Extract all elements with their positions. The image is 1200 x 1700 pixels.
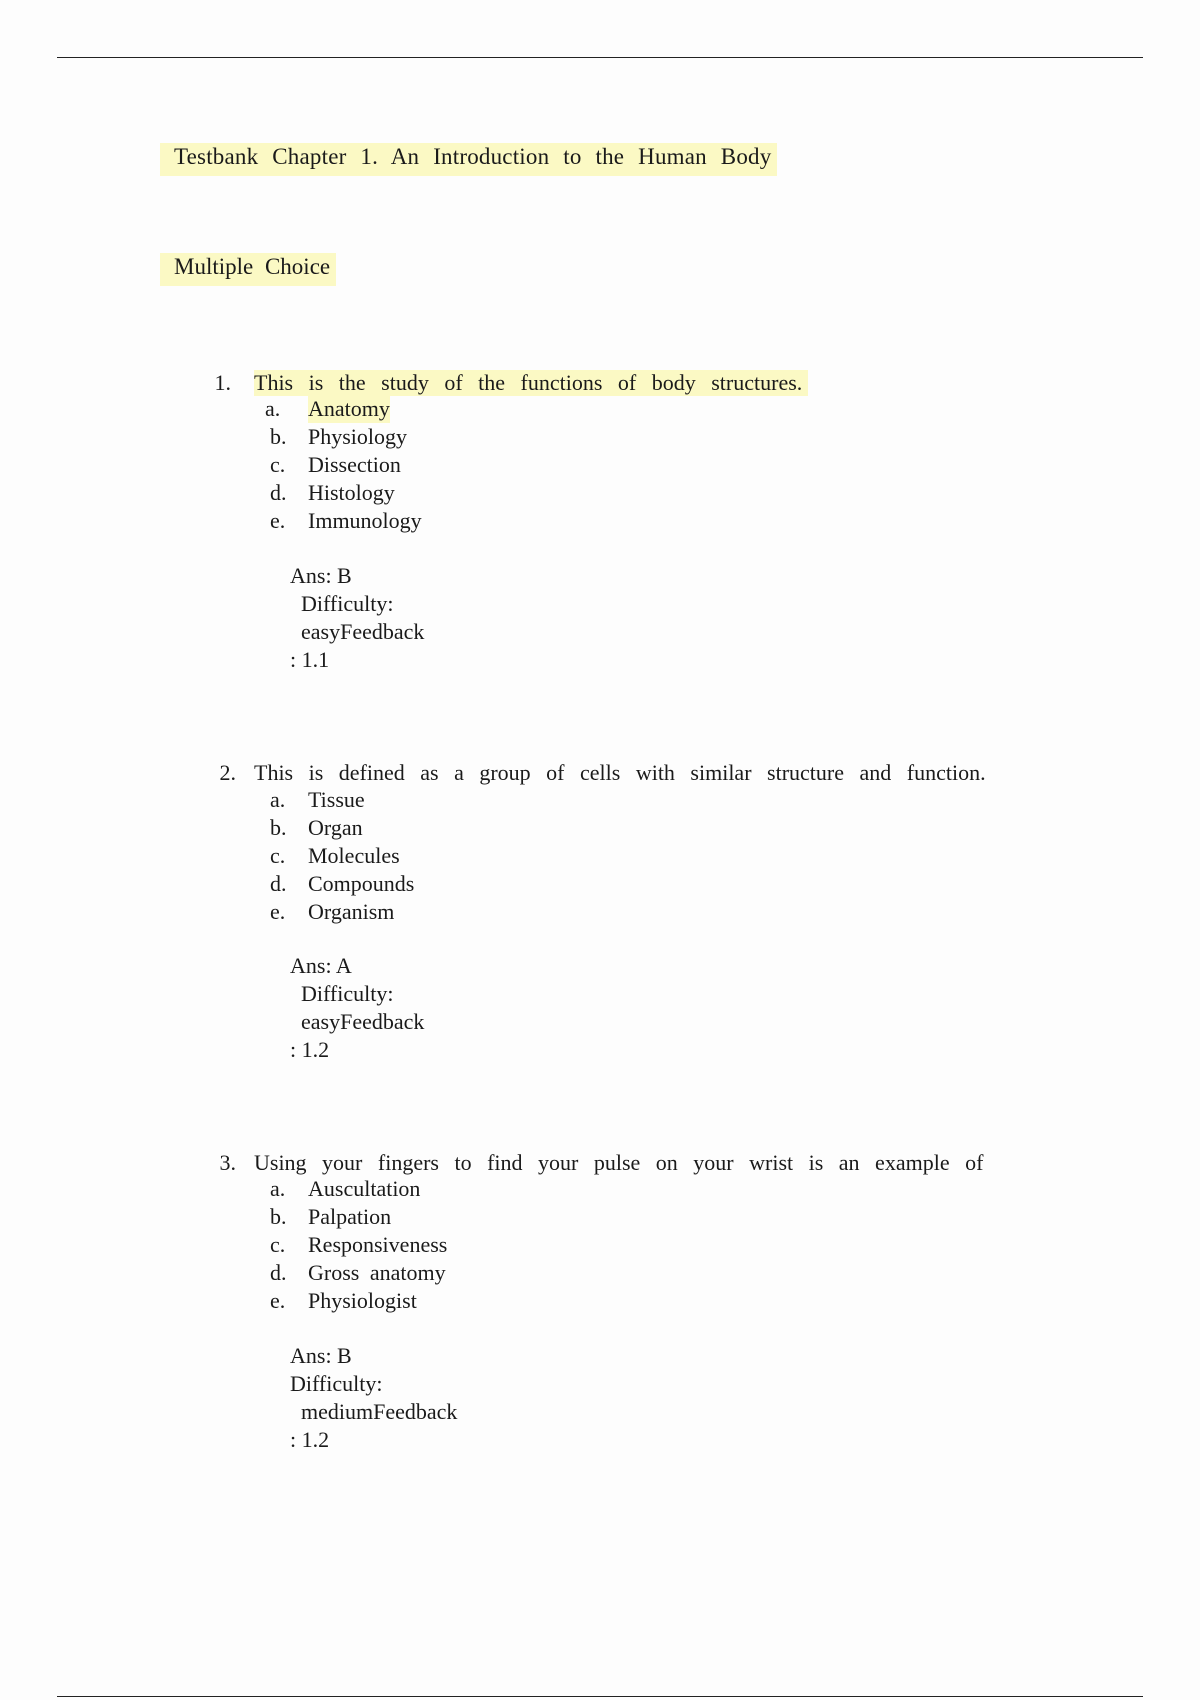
reference-line: : 1.2 [290, 1037, 330, 1062]
question-1-text: This is the study of the functions of body structures. [254, 370, 808, 396]
option-letter: c. [270, 843, 286, 868]
option-letter: a. [270, 1176, 286, 1201]
question-2-number: 2. [219, 760, 236, 785]
question-1-options [265, 395, 422, 535]
question-2-options [270, 786, 414, 926]
option-text: Compounds [308, 871, 415, 896]
question-3-text: Using your fingers to find your pulse on your wrist is an example of [254, 1150, 984, 1175]
option-text: Auscultation [308, 1176, 421, 1201]
answer-line: Ans: A [290, 953, 352, 978]
option [265, 395, 422, 423]
option-text: Tissue [308, 787, 365, 812]
option-letter: d. [270, 871, 287, 896]
option-letter: d. [270, 1260, 287, 1285]
question-3-answer-block [290, 1342, 457, 1454]
option-letter: c. [270, 1232, 286, 1257]
question-1-number: 1. [214, 370, 231, 395]
option-letter: d. [270, 480, 287, 505]
option-letter: e. [270, 1288, 286, 1313]
question-3-number: 3. [219, 1150, 236, 1175]
option-letter: b. [270, 1204, 287, 1229]
option-text: Organ [308, 815, 363, 840]
option-letter: a. [265, 396, 281, 421]
option-text: Immunology [308, 508, 422, 533]
option-text: Anatomy [308, 396, 390, 421]
option [270, 898, 414, 926]
option [270, 814, 414, 842]
option-text: Gross anatomy [308, 1260, 446, 1285]
option-letter: b. [270, 815, 287, 840]
question-2-answer-block [290, 952, 424, 1064]
answer-line: Ans: B [290, 1343, 352, 1368]
option [270, 870, 414, 898]
feedback-line: easyFeedback [301, 619, 425, 644]
question-3-options [270, 1175, 447, 1315]
option-text: Histology [308, 480, 395, 505]
feedback-line: mediumFeedback [301, 1399, 458, 1424]
option-text: Physiologist [308, 1288, 417, 1313]
option [270, 507, 422, 535]
reference-line: : 1.1 [290, 647, 330, 672]
bottom-rule [57, 1696, 1143, 1697]
option [270, 1203, 447, 1231]
option-letter: b. [270, 424, 287, 449]
option [270, 479, 422, 507]
option-letter: c. [270, 452, 286, 477]
option-text: Molecules [308, 843, 400, 868]
option-text: Physiology [308, 424, 408, 449]
option-letter: e. [270, 508, 286, 533]
difficulty-line: Difficulty: [290, 1371, 383, 1396]
option [270, 1259, 447, 1287]
option [270, 423, 422, 451]
option [270, 1287, 447, 1315]
difficulty-line: Difficulty: [301, 591, 394, 616]
option-letter: a. [270, 787, 286, 812]
option [270, 842, 414, 870]
option-text: Organism [308, 899, 395, 924]
option [270, 1175, 447, 1203]
option [270, 1231, 447, 1259]
option-text: Responsiveness [308, 1232, 448, 1257]
difficulty-line: Difficulty: [301, 981, 394, 1006]
option-text: Dissection [308, 452, 401, 477]
answer-line: Ans: B [290, 563, 352, 588]
feedback-line: easyFeedback [301, 1009, 425, 1034]
option-letter: e. [270, 899, 286, 924]
section-heading: Multiple Choice [160, 253, 336, 286]
top-rule [57, 57, 1143, 58]
option [270, 786, 414, 814]
document-title: Testbank Chapter 1. An Introduction to the Human Body [160, 143, 777, 176]
reference-line: : 1.2 [290, 1427, 330, 1452]
question-2-text: This is defined as a group of cells with similar structure and function. [254, 760, 986, 785]
option [270, 451, 422, 479]
question-1-answer-block [290, 562, 424, 674]
option-text: Palpation [308, 1204, 392, 1229]
